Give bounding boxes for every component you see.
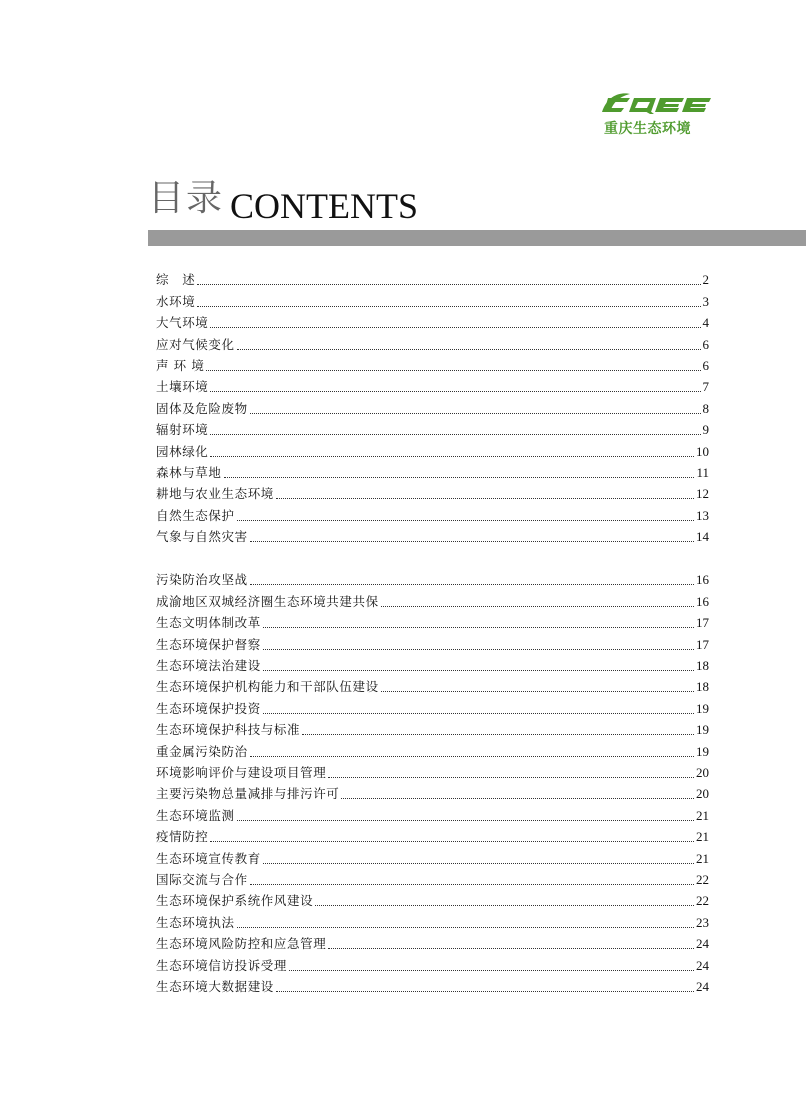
toc-entry-title: 生态环境执法	[156, 914, 235, 930]
toc-leader-dots	[210, 841, 694, 842]
toc-entry-page-number: 24	[696, 957, 709, 973]
toc-entry-page-number: 21	[696, 829, 709, 845]
toc-leader-dots	[250, 756, 694, 757]
toc-entry-title: 综 述	[156, 272, 196, 288]
toc-entry-title: 生态环境保护投资	[156, 700, 261, 716]
toc-entry-page-number: 6	[702, 336, 709, 352]
toc-entry-page-number: 3	[702, 293, 709, 309]
toc-entry-title: 耕地与农业生态环境	[156, 486, 274, 502]
toc-entry[interactable]	[156, 802, 709, 823]
toc-entry-title: 应对气候变化	[156, 336, 235, 352]
toc-entry-page-number: 7	[702, 379, 709, 395]
toc-leader-dots	[276, 991, 694, 992]
toc-leader-dots	[210, 456, 694, 457]
toc-entry-page-number: 17	[696, 615, 709, 631]
toc-leader-dots	[237, 520, 694, 521]
toc-entry-page-number: 22	[696, 893, 709, 909]
toc-entry-title: 水环境	[156, 293, 196, 309]
toc-entry[interactable]	[156, 695, 709, 716]
toc-entry[interactable]	[156, 909, 709, 930]
toc-entry-page-number: 20	[696, 786, 709, 802]
table-of-contents	[156, 267, 709, 995]
toc-entry-title: 生态环境大数据建设	[156, 978, 274, 994]
toc-leader-dots	[263, 627, 694, 628]
cqee-logo	[600, 90, 712, 140]
toc-leader-dots	[210, 434, 700, 435]
toc-leader-dots	[302, 734, 694, 735]
toc-entry[interactable]	[156, 738, 709, 759]
toc-entry[interactable]	[156, 845, 709, 866]
toc-leader-dots	[263, 649, 694, 650]
toc-entry[interactable]	[156, 781, 709, 802]
toc-group-2	[156, 567, 709, 995]
toc-entry[interactable]	[156, 952, 709, 973]
toc-entry-title: 生态环境法治建设	[156, 658, 261, 674]
toc-leader-dots	[237, 820, 694, 821]
toc-entry-page-number: 2	[702, 272, 709, 288]
toc-entry-page-number: 19	[696, 743, 709, 759]
toc-entry[interactable]	[156, 502, 709, 523]
toc-entry[interactable]	[156, 610, 709, 631]
toc-gap	[156, 545, 709, 567]
toc-entry-page-number: 4	[702, 315, 709, 331]
toc-entry-page-number: 16	[696, 593, 709, 609]
toc-entry[interactable]	[156, 931, 709, 952]
toc-leader-dots	[210, 327, 700, 328]
toc-entry[interactable]	[156, 331, 709, 352]
toc-leader-dots	[381, 606, 694, 607]
toc-leader-dots	[224, 477, 695, 478]
toc-entry-page-number: 12	[696, 486, 709, 502]
page-title	[148, 170, 419, 226]
toc-entry-page-number: 18	[696, 658, 709, 674]
toc-entry-title: 辐射环境	[156, 422, 209, 438]
toc-entry-title: 生态文明体制改革	[156, 615, 261, 631]
toc-entry[interactable]	[156, 824, 709, 845]
toc-entry-page-number: 6	[702, 357, 709, 373]
logo-name: 重庆生态环境	[604, 121, 691, 137]
toc-entry-page-number: 10	[696, 443, 709, 459]
toc-entry-title: 生态环境保护系统作风建设	[156, 893, 314, 909]
toc-leader-dots	[250, 584, 694, 585]
toc-entry[interactable]	[156, 760, 709, 781]
toc-entry-page-number: 16	[696, 572, 709, 588]
toc-entry-page-number: 21	[696, 807, 709, 823]
toc-leader-dots	[263, 670, 694, 671]
toc-leader-dots	[250, 541, 694, 542]
toc-entry-page-number: 23	[696, 914, 709, 930]
toc-entry-page-number: 9	[702, 422, 709, 438]
toc-entry[interactable]	[156, 417, 709, 438]
toc-leader-dots	[237, 349, 701, 350]
toc-entry-title: 重金属污染防治	[156, 743, 248, 759]
title-english: CONTENTS	[230, 186, 419, 226]
toc-entry-title: 生态环境宣传教育	[156, 850, 261, 866]
title-chinese: 目录	[148, 178, 225, 219]
toc-entry[interactable]	[156, 717, 709, 738]
toc-entry[interactable]	[156, 288, 709, 309]
toc-entry[interactable]	[156, 395, 709, 416]
toc-entry-title: 生态环境保护机构能力和干部队伍建设	[156, 679, 379, 695]
toc-entry-page-number: 11	[696, 464, 709, 480]
toc-entry-title: 疫情防控	[156, 829, 209, 845]
toc-entry-page-number: 8	[702, 400, 709, 416]
toc-leader-dots	[263, 863, 694, 864]
toc-entry[interactable]	[156, 888, 709, 909]
toc-entry-title: 园林绿化	[156, 443, 209, 459]
toc-entry-title: 生态环境保护督察	[156, 636, 261, 652]
toc-entry-title: 成渝地区双城经济圈生态环境共建共保	[156, 593, 379, 609]
toc-entry-title: 环境影响评价与建设项目管理	[156, 764, 327, 780]
toc-leader-dots	[197, 284, 700, 285]
toc-entry-title: 土壤环境	[156, 379, 209, 395]
toc-leader-dots	[341, 798, 694, 799]
toc-group-1	[156, 267, 709, 545]
toc-entry-page-number: 17	[696, 636, 709, 652]
toc-entry[interactable]	[156, 974, 709, 995]
toc-entry-title: 生态环境信访投诉受理	[156, 957, 288, 973]
toc-entry[interactable]	[156, 631, 709, 652]
toc-entry-title: 国际交流与合作	[156, 871, 248, 887]
toc-entry[interactable]	[156, 481, 709, 502]
toc-entry[interactable]	[156, 438, 709, 459]
toc-entry-page-number: 13	[696, 507, 709, 523]
toc-entry-title: 固体及危险废物	[156, 400, 248, 416]
toc-entry[interactable]	[156, 524, 709, 545]
toc-entry[interactable]	[156, 653, 709, 674]
toc-entry-title: 主要污染物总量减排与排污许可	[156, 786, 340, 802]
toc-entry-title: 污染防治攻坚战	[156, 572, 248, 588]
toc-entry-title: 大气环境	[156, 315, 209, 331]
toc-entry[interactable]	[156, 267, 709, 288]
toc-leader-dots	[289, 970, 694, 971]
toc-entry-page-number: 21	[696, 850, 709, 866]
toc-entry-page-number: 19	[696, 700, 709, 716]
toc-entry-page-number: 19	[696, 722, 709, 738]
toc-entry-page-number: 24	[696, 978, 709, 994]
cqee-logo-mark	[600, 90, 712, 116]
toc-entry-title: 自然生态保护	[156, 507, 235, 523]
toc-entry-title: 声 环 境	[156, 357, 205, 373]
toc-entry-page-number: 24	[696, 936, 709, 952]
toc-leader-dots	[237, 927, 694, 928]
toc-leader-dots	[315, 905, 694, 906]
toc-entry[interactable]	[156, 867, 709, 888]
toc-entry-page-number: 14	[696, 529, 709, 545]
toc-entry[interactable]	[156, 567, 709, 588]
toc-entry[interactable]	[156, 353, 709, 374]
toc-entry[interactable]	[156, 674, 709, 695]
toc-entry-page-number: 22	[696, 871, 709, 887]
toc-entry-title: 森林与草地	[156, 464, 222, 480]
toc-leader-dots	[210, 391, 700, 392]
toc-leader-dots	[197, 306, 700, 307]
title-divider-bar	[148, 230, 806, 246]
toc-entry-title: 生态环境风险防控和应急管理	[156, 936, 327, 952]
toc-leader-dots	[328, 777, 694, 778]
toc-entry-page-number: 20	[696, 764, 709, 780]
toc-entry-title: 生态环境保护科技与标准	[156, 722, 301, 738]
toc-entry-title: 气象与自然灾害	[156, 529, 248, 545]
toc-leader-dots	[328, 948, 694, 949]
toc-entry-page-number: 18	[696, 679, 709, 695]
toc-entry-title: 生态环境监测	[156, 807, 235, 823]
toc-leader-dots	[381, 691, 694, 692]
toc-leader-dots	[206, 370, 700, 371]
toc-leader-dots	[250, 413, 701, 414]
toc-entry[interactable]	[156, 374, 709, 395]
toc-entry[interactable]	[156, 588, 709, 609]
toc-entry[interactable]	[156, 310, 709, 331]
toc-leader-dots	[276, 498, 694, 499]
toc-leader-dots	[263, 713, 694, 714]
toc-entry[interactable]	[156, 460, 709, 481]
toc-leader-dots	[250, 884, 694, 885]
